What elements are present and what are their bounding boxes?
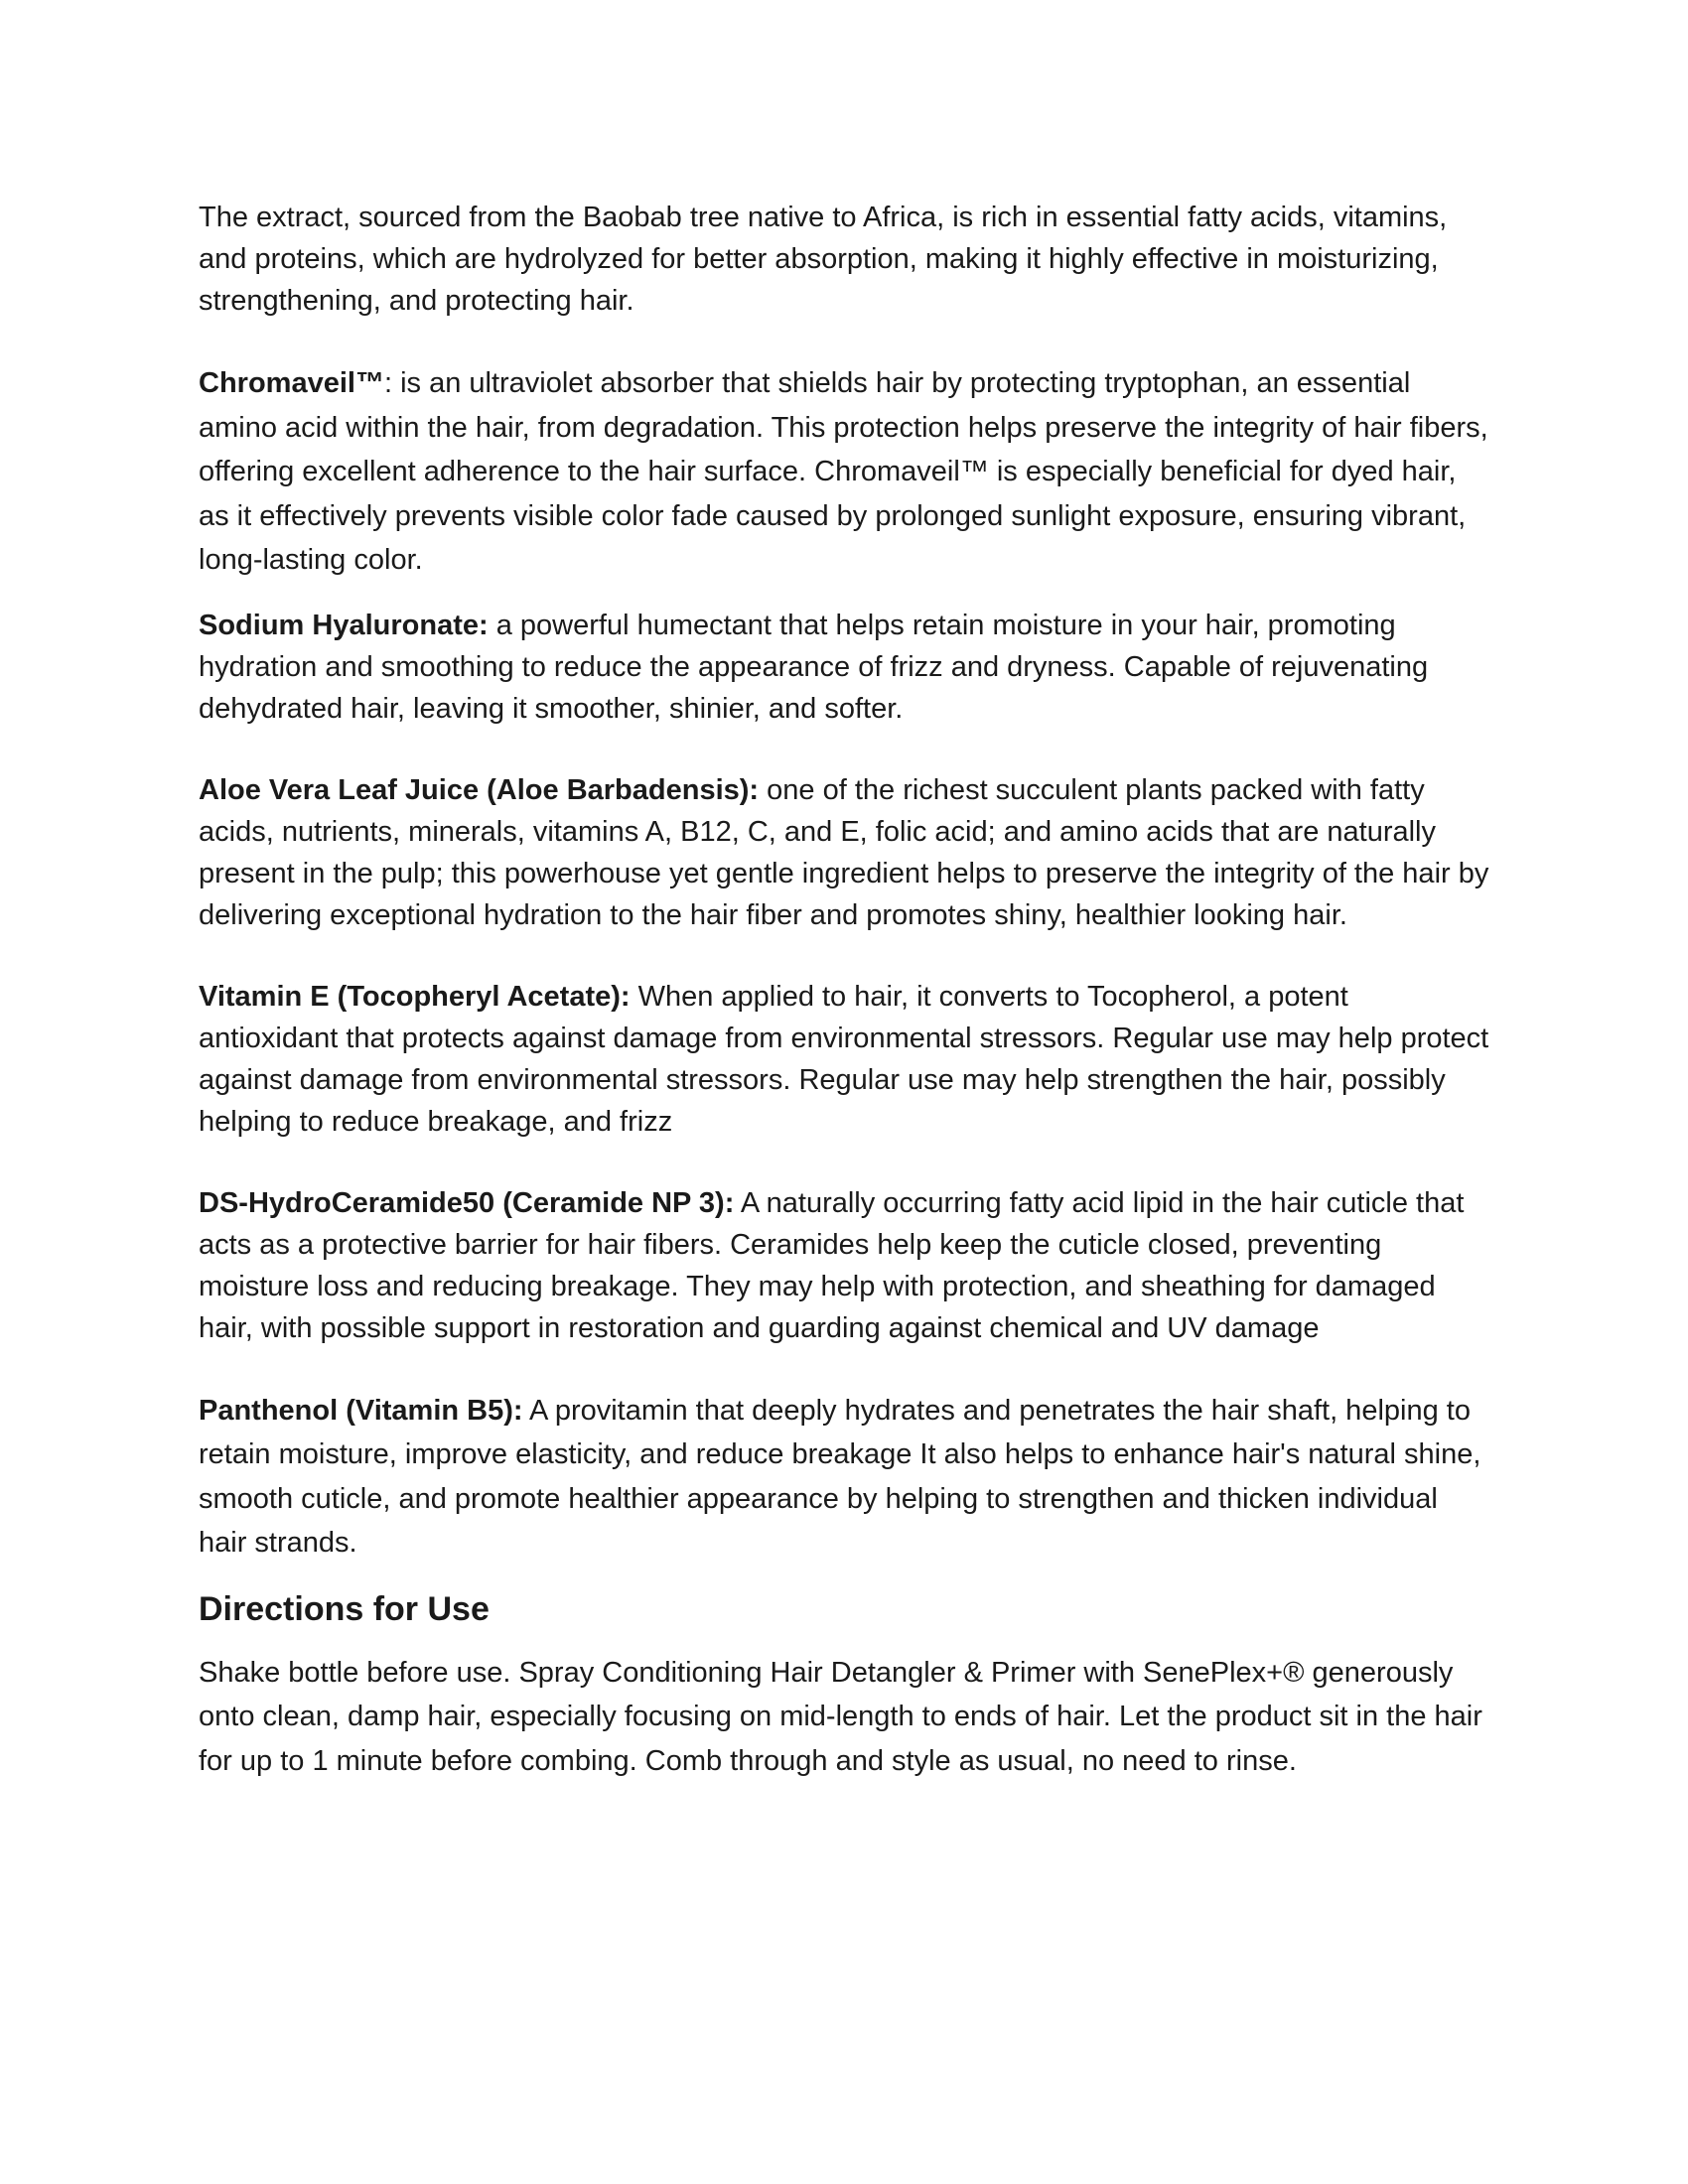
ingredient-description: one of the richest succulent plants packed with fatty acids, nutrients, minerals, vitamins A, B12, C, and E, folic acid; and amino acids that are naturally present in the pulp; this powerhouse yet gentle ingredient helps to preserve the integrity of the hair by delivering exceptional hydration to the hair fiber and promotes shiny, healthier looking hair. — [199, 773, 1489, 931]
ingredient-aloe-vera — [199, 769, 1489, 936]
document-body — [199, 197, 1489, 1805]
ingredient-sodium-hyaluronate — [199, 605, 1489, 730]
ingredient-term: Sodium Hyaluronate: — [199, 609, 489, 641]
ingredient-term: DS-HydroCeramide50 (Ceramide NP 3): — [199, 1186, 735, 1219]
ingredient-panthenol — [199, 1389, 1489, 1566]
directions-heading: Directions for Use — [199, 1589, 490, 1628]
ingredient-term: Chromaveil™ — [199, 367, 384, 399]
ingredient-description: : is an ultraviolet absorber that shields hair by protecting tryptophan, an essential amino acid within the hair, from degradation. This protection helps preserve the integrity of hair fibers, offering excellent adherence to the hair surface. Chromaveil™ is especially beneficial for dyed hair, as it effectively prevents visible color fade caused by prolonged sunlight exposure, ensuring vibrant, long-lasting color. — [199, 367, 1488, 576]
directions-paragraph: Shake bottle before use. Spray Conditioning Hair Detangler & Primer with SenePlex+® generously onto clean, damp hair, especially focusing on mid-length to ends of hair. Let the product sit in the hair for up to 1 minute before combing. Comb through and style as usual, no need to rinse. — [199, 1656, 1482, 1777]
ingredient-term: Aloe Vera Leaf Juice (Aloe Barbadensis): — [199, 773, 760, 806]
ingredient-vitamin-e — [199, 976, 1489, 1143]
ingredient-description: A provitamin that deeply hydrates and penetrates the hair shaft, helping to retain moisture, improve elasticity, and reduce breakage It also helps to enhance hair's natural shine, smooth cuticle, and promote healthier appearance by helping to strengthen and thicken individual hair strands. — [199, 1394, 1481, 1559]
ingredient-term: Vitamin E (Tocopheryl Acetate): — [199, 980, 631, 1013]
ingredient-ceramide — [199, 1182, 1489, 1349]
ingredient-description: When applied to hair, it converts to Tocopherol, a potent antioxidant that protects against damage from environmental stressors. Regular use may help protect against damage from environmental stressors. Regular use may help strengthen the hair, possibly helping to reduce breakage, and frizz — [199, 980, 1489, 1138]
intro-paragraph: The extract, sourced from the Baobab tree native to Africa, is rich in essential fatty acids, vitamins, and proteins, which are hydrolyzed for better absorption, making it highly effective in moisturizing, strengthening, and protecting hair. — [199, 202, 1448, 317]
ingredient-description: A naturally occurring fatty acid lipid in the hair cuticle that acts as a protective barrier for hair fibers. Ceramides help keep the cuticle closed, preventing moisture loss and reducing breakage. They may help with protection, and sheathing for damaged hair, with possible support in restoration and guarding against chemical and UV damage — [199, 1186, 1465, 1344]
ingredient-description: a powerful humectant that helps retain moisture in your hair, promoting hydration and smoothing to reduce the appearance of frizz and dryness. Capable of rejuvenating dehydrated hair, leaving it smoother, shinier, and softer. — [199, 609, 1429, 725]
ingredient-chromaveil — [199, 361, 1489, 583]
ingredient-term: Panthenol (Vitamin B5): — [199, 1394, 523, 1427]
